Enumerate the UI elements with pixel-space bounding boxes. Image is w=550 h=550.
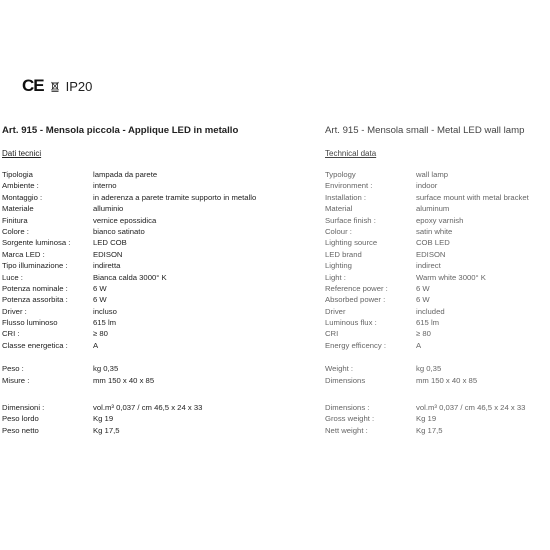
spec-label: Peso : [2, 364, 24, 374]
spec-row [325, 249, 550, 260]
spec-value: lampada da parete [93, 170, 158, 179]
spec-row [325, 413, 550, 424]
spec-row [325, 272, 550, 283]
spec-row [2, 375, 272, 386]
spec-row [2, 169, 272, 180]
spec-label: Reference power : [325, 283, 388, 293]
spec-row [325, 375, 550, 386]
spec-value: 615 lm [416, 318, 440, 328]
spec-list-it [2, 169, 272, 436]
spec-value: vol.m³ 0,037 / cm 46,5 x 24 x 33 [416, 403, 526, 413]
spec-value: 6 W [416, 283, 430, 293]
spec-row [2, 306, 272, 317]
ce-mark: CE [22, 76, 44, 95]
spec-value: Kg 17,5 [416, 425, 443, 435]
italian-column [2, 125, 272, 436]
spec-value: incluso [93, 306, 117, 316]
spec-label: Dimensions : [325, 403, 370, 413]
spec-value: A [93, 340, 99, 350]
spec-label: Dimensions [325, 375, 366, 385]
spec-value: mm 150 x 40 x 85 [93, 375, 155, 385]
spec-label: Peso lordo [2, 414, 39, 424]
spec-label: Lighting source [325, 238, 378, 248]
spec-value: kg 0,35 [93, 364, 119, 374]
spec-row [325, 317, 550, 328]
spec-value: Kg 19 [93, 414, 114, 424]
spec-row [325, 180, 550, 191]
spec-row [325, 169, 550, 180]
spec-row [325, 340, 550, 351]
spec-label: Colore : [2, 226, 29, 236]
spec-row [325, 260, 550, 271]
spec-row [325, 203, 550, 214]
spec-row [2, 402, 272, 413]
spec-row [2, 317, 272, 328]
spec-value: bianco satinato [93, 226, 145, 236]
spec-label: Finitura [2, 215, 28, 225]
spec-label: Sorgente luminosa : [2, 238, 71, 248]
spec-row [2, 226, 272, 237]
spec-value: alluminio [93, 204, 124, 214]
spec-row [325, 237, 550, 248]
spec-label: Peso netto [2, 425, 39, 435]
spec-row [325, 425, 550, 436]
spec-row [2, 425, 272, 436]
spec-value: Warm white 3000° K [416, 272, 486, 282]
spec-label: Luminous flux : [325, 318, 377, 328]
spec-row [2, 283, 272, 294]
spec-value: A [416, 340, 422, 350]
spec-value: Bianca calda 3000° K [93, 272, 167, 282]
spec-label: Marca LED : [2, 249, 45, 259]
spec-row [2, 180, 272, 191]
spec-label: Installation : [325, 192, 367, 202]
spec-label: Gross weight : [325, 414, 375, 424]
spec-value: ≥ 80 [416, 329, 431, 339]
spec-value: EDISON [416, 249, 446, 259]
spec-label: Light : [325, 272, 346, 282]
english-column [325, 125, 550, 436]
spec-value: epoxy varnish [416, 215, 464, 225]
spec-row [2, 260, 272, 271]
spec-label: Material [325, 204, 353, 214]
spec-label: Colour : [325, 226, 352, 236]
spec-label: Dimensioni : [2, 403, 45, 413]
spec-label: CRI : [2, 329, 20, 339]
spec-row [2, 340, 272, 351]
spec-value: ≥ 80 [93, 329, 108, 339]
spec-value: 6 W [93, 283, 107, 293]
spec-row [325, 192, 550, 203]
spec-label: Materiale [2, 204, 34, 214]
spec-label: Potenza nominale : [2, 283, 68, 293]
spec-row [325, 363, 550, 374]
section-heading-en: Technical data [325, 149, 377, 158]
spec-row [325, 226, 550, 237]
spec-value: 6 W [93, 295, 107, 305]
certification-marks [22, 76, 92, 96]
spec-label: Surface finish : [325, 215, 376, 225]
spec-label: Misure : [2, 375, 30, 385]
spec-list-en [325, 169, 550, 436]
spec-label: Montaggio : [2, 192, 43, 202]
spec-label: Luce : [2, 272, 23, 282]
spec-row [325, 294, 550, 305]
spec-value: vernice epossidica [93, 215, 157, 225]
spec-value: EDISON [93, 249, 123, 259]
spec-value: vol.m³ 0,037 / cm 46,5 x 24 x 33 [93, 403, 203, 413]
spec-value: interno [93, 181, 117, 191]
spec-label: Tipo illuminazione : [2, 261, 68, 271]
spec-label: Driver : [2, 306, 27, 316]
spec-value: satin white [416, 226, 453, 236]
spec-row [2, 215, 272, 226]
spec-value: included [416, 306, 445, 316]
ip-rating: IP20 [65, 78, 93, 94]
spec-row [2, 192, 272, 203]
spec-label: CRI [325, 329, 339, 339]
spec-label: Classe energetica : [2, 340, 68, 350]
spec-row [2, 363, 272, 374]
product-title-it: Art. 915 - Mensola piccola - Applique LED in metallo [2, 125, 239, 136]
spec-label: Flusso luminoso [2, 318, 58, 328]
spec-label: Absorbed power : [325, 295, 386, 305]
spec-row [325, 306, 550, 317]
spec-label: Lighting [325, 261, 352, 271]
waste-bin-icon [51, 81, 59, 92]
spec-label: Driver [325, 306, 346, 316]
spec-label: LED brand [325, 249, 362, 259]
product-title-en: Art. 915 - Mensola small - Metal LED wall lamp [325, 125, 525, 136]
spec-label: Energy efficency : [325, 340, 386, 350]
spec-row [2, 272, 272, 283]
spec-value: in aderenza a parete tramite supporto in metallo [93, 192, 257, 202]
spec-value: LED COB [93, 238, 127, 248]
spec-value: kg 0,35 [416, 364, 442, 374]
spec-row [2, 328, 272, 339]
spec-row [2, 249, 272, 260]
spec-label: Potenza assorbita : [2, 295, 68, 305]
spec-row [325, 283, 550, 294]
spec-row [2, 413, 272, 424]
spec-label: Typology [325, 170, 356, 179]
spec-label: Weight : [325, 364, 354, 374]
spec-row [2, 294, 272, 305]
spec-row [2, 237, 272, 248]
spec-row [2, 203, 272, 214]
spec-value: COB LED [416, 238, 450, 248]
spec-value: Kg 17,5 [93, 425, 120, 435]
spec-value: indoor [416, 181, 438, 191]
section-heading-it: Dati tecnici [2, 149, 42, 158]
spec-value: surface mount with metal bracket [416, 192, 529, 202]
spec-label: Nett weight : [325, 425, 368, 435]
spec-label: Ambiente : [2, 181, 39, 191]
spec-label: Tipologia [2, 170, 33, 179]
spec-value: mm 150 x 40 x 85 [416, 375, 478, 385]
spec-value: aluminum [416, 204, 450, 214]
spec-row [325, 215, 550, 226]
spec-value: Kg 19 [416, 414, 437, 424]
spec-value: wall lamp [416, 170, 449, 179]
spec-value: 615 lm [93, 318, 117, 328]
spec-row [325, 402, 550, 413]
spec-value: 6 W [416, 295, 430, 305]
spec-row [325, 328, 550, 339]
spec-value: indiretta [93, 261, 121, 271]
spec-value: indirect [416, 261, 441, 271]
spec-label: Environment : [325, 181, 373, 191]
